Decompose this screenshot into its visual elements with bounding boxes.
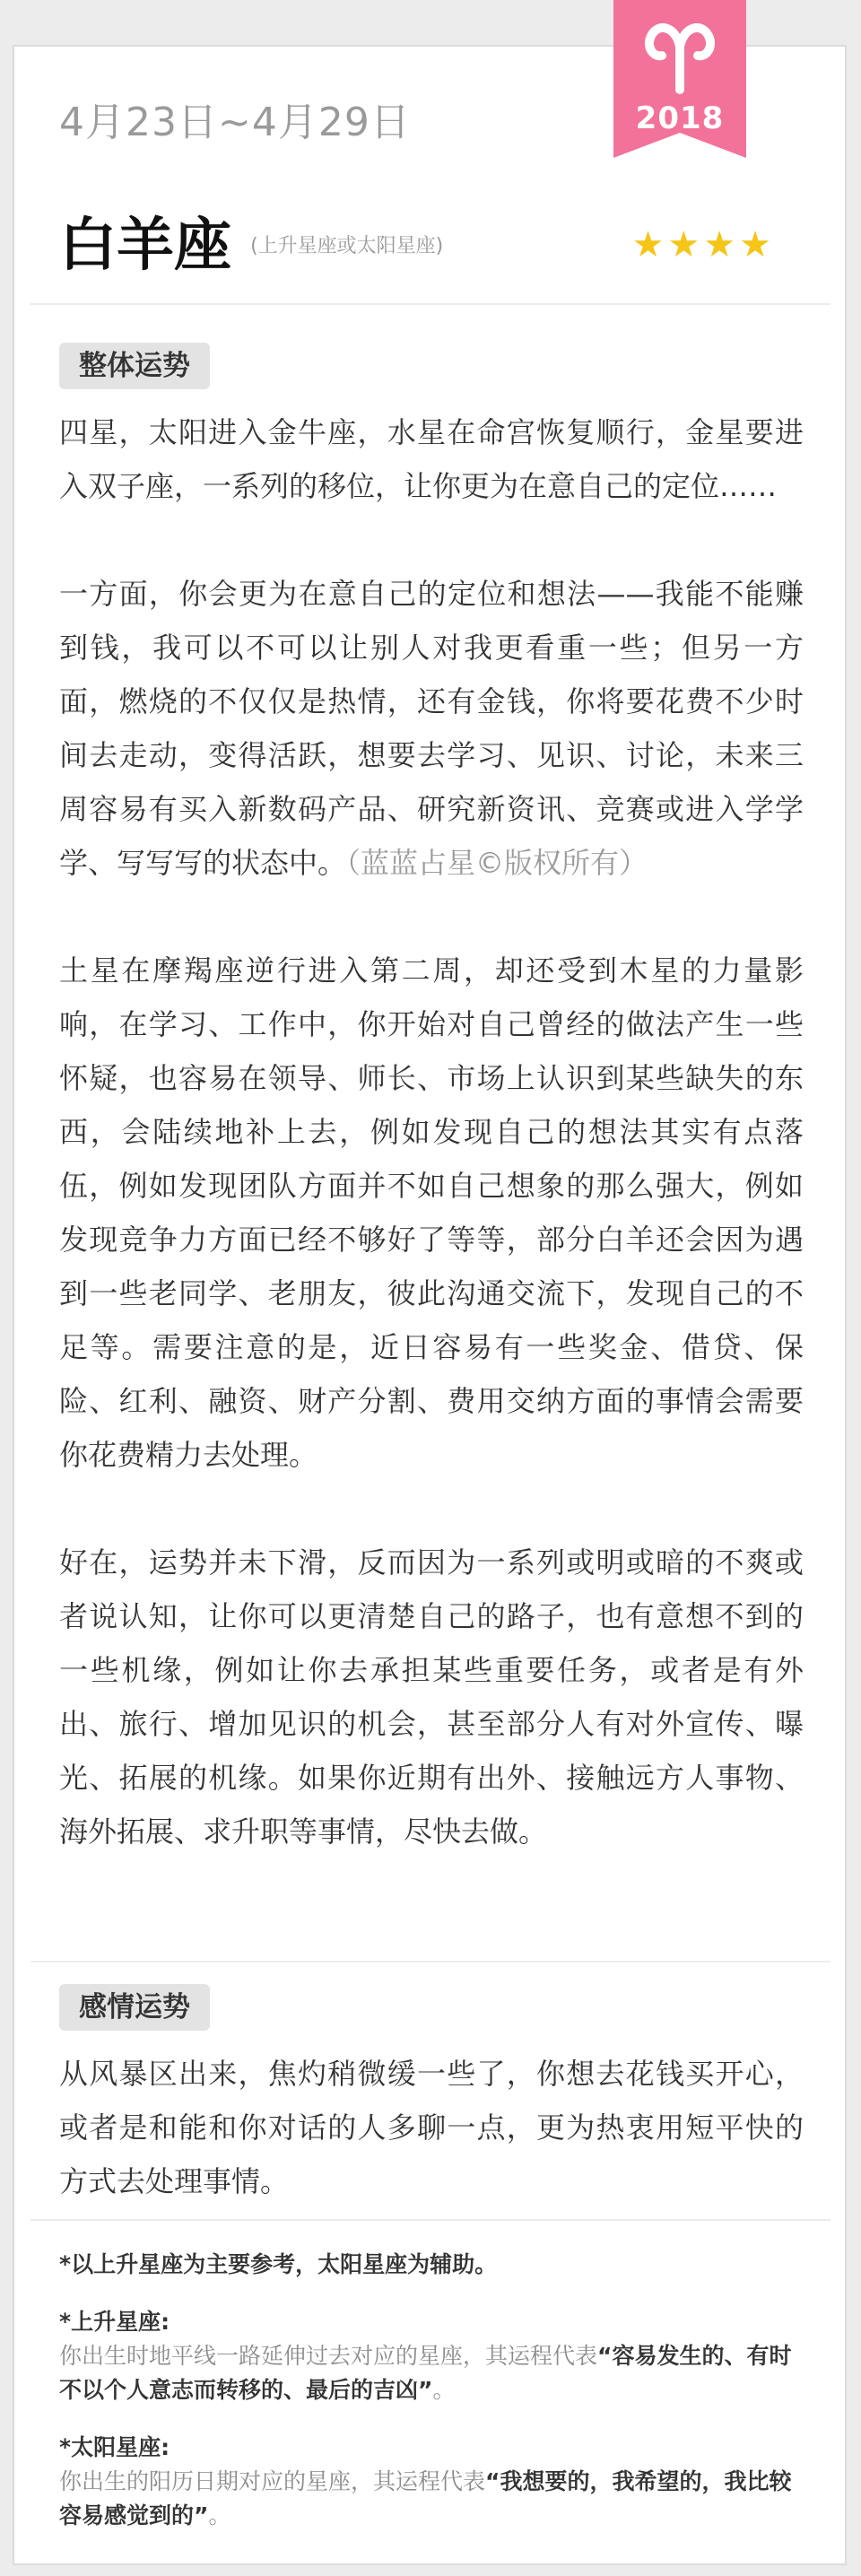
notes	[59, 2248, 804, 2533]
sun-text	[59, 2465, 804, 2533]
love-section	[59, 2047, 804, 2208]
sun-end: 。	[208, 2502, 231, 2528]
divider	[30, 2219, 831, 2221]
ascendant-quote: “容易发生的、有时不以个人意志而转移的、最后的吉凶”	[59, 2343, 792, 2403]
sign-subtitle: (上升星座或太阳星座)	[250, 235, 444, 257]
sun-label: *太阳星座:	[59, 2434, 170, 2460]
paragraph: 四星，太阳进入金牛座，水星在命宫恢复顺行，金星要进入双子座，一系列的移位，让你更为在意自己的定位……	[59, 415, 804, 503]
paragraph-text: 一方面，你会更为在意自己的定位和想法——我能不能赚到钱，我可以不可以让别人对我更看重一些；但另一方面，燃烧的不仅仅是热情，还有金钱，你将要花费不少时间去走动，变得活跃，想要去学习、见识、讨论，未来三周容易有买入新数码产品、研究新资讯、竞赛或进入学学学、写写写的状态中。	[59, 577, 804, 880]
ascendant-end: 。	[432, 2377, 456, 2403]
paragraph	[59, 567, 804, 890]
ascendant-text	[59, 2339, 804, 2407]
paragraph: 从风暴区出来，焦灼稍微缓一些了，你想去花钱买开心，或者是和能和你对话的人多聊一点，更为热衷用短平快的方式去处理事情。	[59, 2057, 804, 2198]
overall-section	[59, 405, 804, 1858]
year-badge	[613, 0, 746, 158]
title-row	[59, 199, 444, 279]
divider	[30, 303, 831, 305]
sun-quote: “我想要的，我希望的，我比较容易感觉到的”	[59, 2468, 792, 2528]
copyright-note: （蓝蓝占星©版权所有）	[346, 846, 648, 880]
ascendant-label: *上升星座:	[59, 2309, 170, 2335]
badge-year: 2018	[635, 100, 725, 136]
paragraph: 好在，运势并未下滑，反而因为一系列或明或暗的不爽或者说认知，让你可以更清楚自己的路子，也有意想不到的一些机缘，例如让你去承担某些重要任务，或者是有外出、旅行、增加见识的机会，甚至部分人有对外宣传、曝光、拓展的机缘。如果你近期有出外、接触远方人事物、海外拓展、求升职等事情，尽快去做。	[59, 1545, 804, 1849]
rating-stars: ★★★★	[631, 224, 775, 265]
divider	[30, 1961, 831, 1962]
sun-desc: 你出生的阳历日期对应的星座，其运程代表	[59, 2468, 486, 2494]
paragraph: 土星在摩羯座逆行进入第二周，却还受到木星的力量影响，在学习、工作中，你开始对自己曾经的做法产生一些怀疑，也容易在领导、师长、市场上认识到某些缺失的东西，会陆续地补上去，例如发现自己的想法其实有点落伍，例如发现团队方面并不如自己想象的那么强大，例如发现竞争力方面已经不够好了等等，部分白羊还会因为遇到一些老同学、老朋友，彼此沟通交流下，发现自己的不足等。需要注意的是，近日容易有一些奖金、借贷、保险、红利、融资、财产分割、费用交纳方面的事情会需要你花费精力去处理。	[59, 953, 804, 1472]
sign-title: 白羊座	[59, 213, 231, 279]
section-tag-overall: 整体运势	[59, 343, 210, 389]
notes-heading: *以上升星座为主要参考，太阳星座为辅助。	[59, 2251, 498, 2277]
ascendant-desc: 你出生时地平线一路延伸过去对应的星座，其运程代表	[59, 2343, 598, 2369]
date-range: 4月23日~4月29日	[59, 100, 411, 145]
section-tag-love: 感情运势	[59, 1984, 210, 2031]
